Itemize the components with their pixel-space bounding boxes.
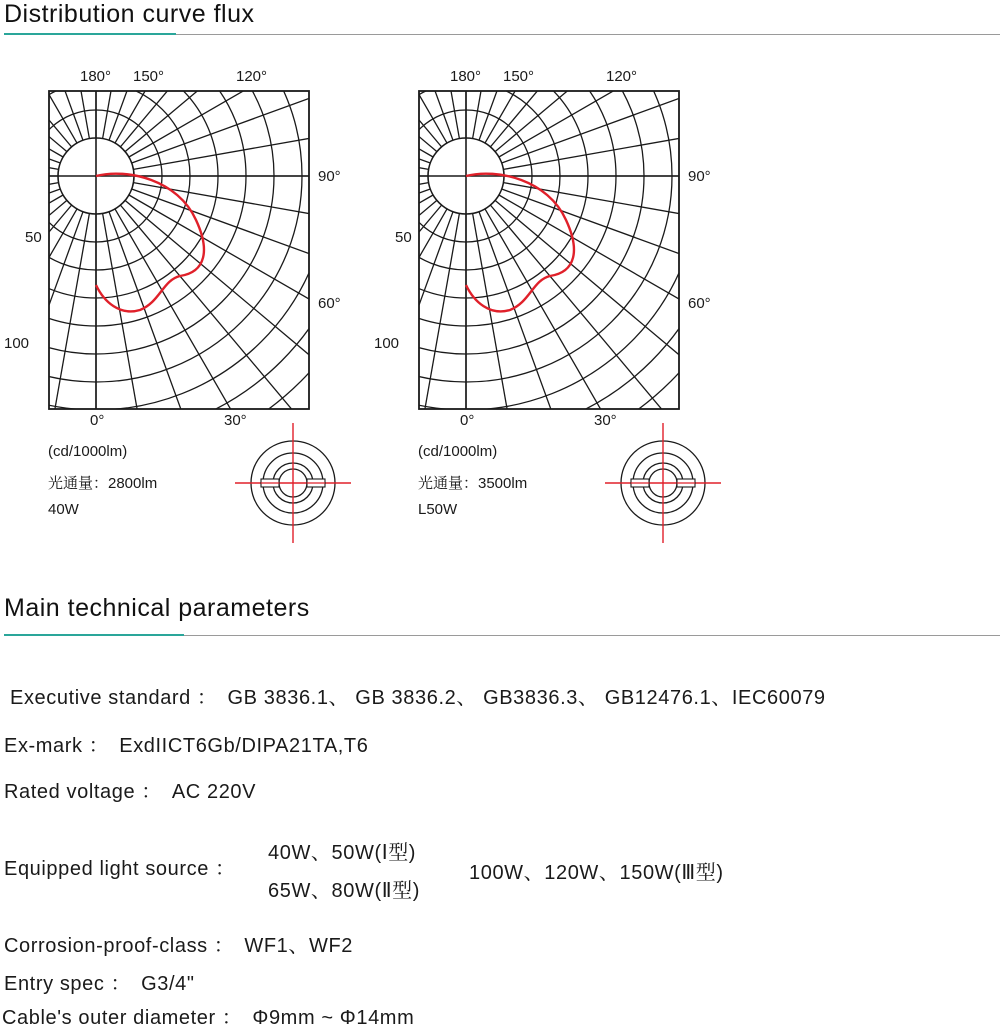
angle-label-60: 60° [688,295,711,312]
param-rated-voltage [4,775,256,804]
angle-label-90: 90° [688,168,711,185]
param-label: Equipped light source [4,858,209,880]
param-value: ExdIICT6Gb/DIPA21TA,T6 [119,735,369,757]
angle-label-60: 60° [318,295,341,312]
param-label: Rated voltage [4,781,136,803]
param-label: Corrosion-proof-class [4,935,208,957]
grid-radial [473,90,571,139]
param-label: Entry spec [4,973,105,995]
power-label: 40W [48,501,79,518]
param-colon: ： [196,687,218,709]
light-source-line-1: 40W、50W(Ⅰ型) [268,842,417,864]
angle-label-30: 30° [224,412,247,429]
param-colon: ： [213,935,235,957]
distribution-divider-accent [4,33,176,35]
grid-arc [418,90,680,410]
angle-label-30: 30° [594,412,617,429]
grid-arc [418,90,680,410]
grid-radial [503,183,680,281]
param-label: Cable's outer diameter [2,1007,216,1025]
angle-label-120: 120° [606,68,638,85]
angle-label-0: 0° [460,412,475,429]
param-label: Ex-mark [4,735,83,757]
lamp-diagram [233,423,353,543]
param-colon: ： [110,973,132,995]
unit-label: (cd/1000lm) [418,443,498,460]
grid-arc [48,90,310,410]
param-cable-diameter [2,1001,414,1025]
grid-radial [103,90,201,139]
angle-label-150: 150° [133,68,165,85]
angle-label-150: 150° [503,68,535,85]
polar-grid [418,90,680,410]
param-value: WF1、WF2 [244,935,354,957]
param-ex-mark [4,729,368,758]
distribution-section-title: Distribution curve flux [4,0,255,28]
flux-label: 光通量：3500lm [418,475,528,492]
param-label: Executive standard [10,687,191,709]
grid-radial [129,90,310,157]
grid-arc [418,90,680,410]
grid-arc [48,90,310,410]
param-executive-standard [10,681,826,710]
grid-arc [418,90,644,354]
polar-grid [48,90,310,410]
lamp-diagram [603,423,723,543]
light-source-line-3: 100W、120W、150W(Ⅲ型) [469,862,724,884]
grid-lines [418,90,680,410]
angle-label-180: 180° [450,68,482,85]
param-entry-spec [4,967,195,996]
grid-arc [48,90,274,354]
scale-label-100: 100 [374,335,400,352]
grid-radial [418,90,453,140]
param-value: AC 220V [171,781,257,803]
grid-radial [418,90,459,139]
grid-arc [418,90,680,410]
grid-arc [418,90,680,410]
param-colon: ： [214,858,236,880]
grid-radial [499,90,680,157]
param-value: G3/4" [141,973,195,995]
grid-radial [109,90,301,140]
param-colon: ： [88,735,110,757]
flux-label: 光通量：2800lm [48,475,158,492]
power-label: L50W [418,501,458,518]
angle-label-180: 180° [80,68,112,85]
scale-label-50: 50 [25,229,42,246]
angle-label-90: 90° [318,168,341,185]
angle-label-0: 0° [90,412,105,429]
grid-radial [133,183,310,281]
scale-label-100: 100 [4,335,30,352]
parameters-section-title: Main technical parameters [4,594,310,622]
grid-arc [48,90,310,410]
param-value: Φ9mm ~ Φ14mm [252,1007,415,1025]
grid-lines [48,90,310,410]
grid-radial [479,90,671,140]
scale-label-50: 50 [395,229,412,246]
grid-arc [48,90,310,410]
grid-radial [48,90,83,140]
param-colon: ： [141,781,162,803]
unit-label: (cd/1000lm) [48,443,128,460]
angle-label-120: 120° [236,68,268,85]
param-colon: ： [221,1007,243,1025]
parameters-divider-accent [4,634,184,636]
param-value: GB 3836.1、 GB 3836.2、 GB3836.3、 GB12476.1、IEC60079 [227,687,826,709]
grid-arc [48,90,310,410]
param-corrosion [4,929,353,958]
grid-radial [48,90,89,139]
light-source-line-2: 65W、80W(Ⅱ型) [268,880,421,902]
